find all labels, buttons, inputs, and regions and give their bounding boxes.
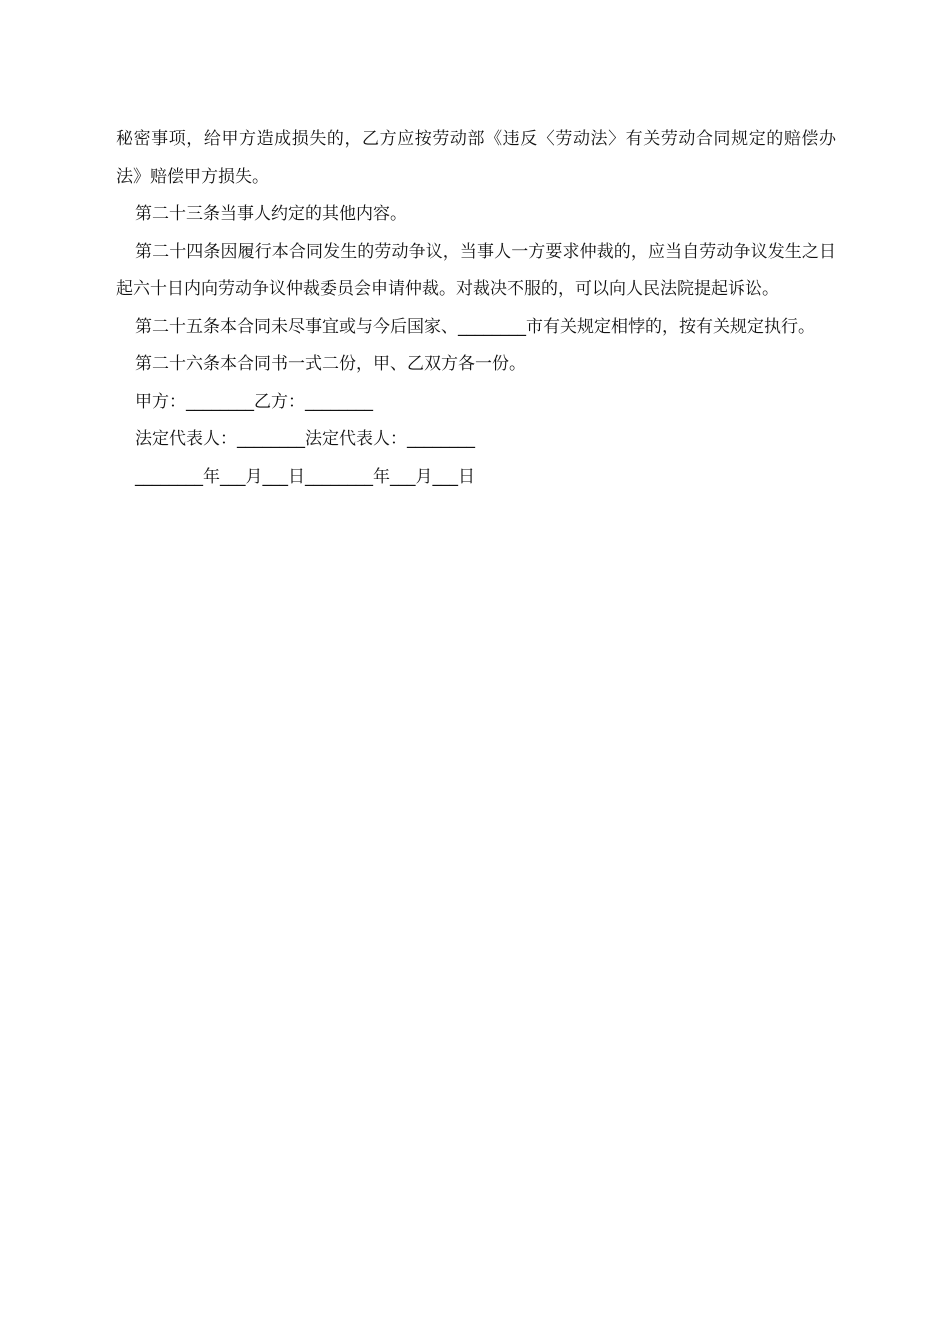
- signature-parties-line: 甲方：________乙方：________: [135, 391, 373, 412]
- clause-24: 第二十四条因履行本合同发生的劳动争议，当事人一方要求仲裁的，应当自劳动争议发生之日起六十日内向劳动争议仲裁委员会申请仲裁。对裁决不服的，可以向人民法院提起诉讼。: [116, 241, 836, 299]
- clause-continuation: 秘密事项，给甲方造成损失的，乙方应按劳动部《违反〈劳动法〉有关劳动合同规定的赔偿办法》赔偿甲方损失。: [116, 129, 836, 187]
- clause-26: 第二十六条本合同书一式二份，甲、乙双方各一份。: [135, 354, 526, 374]
- signature-representatives-line: 法定代表人：________法定代表人：________: [135, 429, 475, 449]
- document-body: [116, 121, 836, 496]
- clause-23: 第二十三条当事人约定的其他内容。: [135, 204, 407, 224]
- clause-25: 第二十五条本合同未尽事宜或与今后国家、________市有关规定相悖的，按有关规定执行。: [135, 316, 815, 337]
- signature-dates-line: ________年___月___日________年___月___日: [135, 466, 475, 487]
